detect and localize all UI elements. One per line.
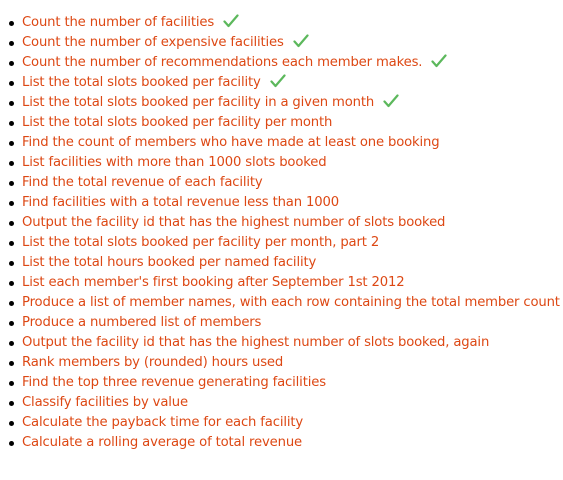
exercise-link[interactable]: Output the facility id that has the highest number of slots booked, again: [22, 335, 490, 350]
list-item: [0, 73, 563, 93]
list-item: [0, 133, 563, 153]
bullet: [9, 341, 14, 346]
exercise-link[interactable]: Rank members by (rounded) hours used: [22, 355, 284, 370]
list-item: [0, 173, 563, 193]
exercise-link[interactable]: Calculate a rolling average of total revenue: [22, 435, 302, 450]
bullet: [9, 121, 14, 126]
bullet: [9, 261, 14, 266]
list-item: [0, 193, 563, 213]
exercise-link[interactable]: List facilities with more than 1000 slots booked: [22, 155, 327, 170]
list-item: [0, 33, 563, 53]
exercise-link[interactable]: Find the top three revenue generating facilities: [22, 375, 326, 390]
exercise-link[interactable]: Output the facility id that has the highest number of slots booked: [22, 215, 446, 230]
list-item: [0, 433, 563, 453]
list-item: [0, 153, 563, 173]
list-item: [0, 293, 563, 313]
exercise-link[interactable]: Classify facilities by value: [22, 395, 188, 410]
list-item: [0, 253, 563, 273]
list-item: [0, 413, 563, 433]
exercise-link[interactable]: List the total slots booked per facility: [22, 75, 261, 90]
exercise-link[interactable]: Count the number of expensive facilities: [22, 35, 284, 50]
list-item: [0, 53, 563, 73]
exercise-link[interactable]: List each member's first booking after September 1st 2012: [22, 275, 405, 290]
bullet: [9, 61, 14, 66]
bullet: [9, 181, 14, 186]
exercise-link[interactable]: List the total slots booked per facility per month, part 2: [22, 235, 380, 250]
exercise-link[interactable]: Count the number of facilities: [22, 15, 215, 30]
bullet: [9, 321, 14, 326]
list-item: [0, 333, 563, 353]
list-item: [0, 373, 563, 393]
exercise-link[interactable]: List the total slots booked per facility in a given month: [22, 95, 375, 110]
list-item: [0, 353, 563, 373]
bullet: [9, 361, 14, 366]
bullet: [9, 421, 14, 426]
exercise-link[interactable]: Produce a numbered list of members: [22, 315, 262, 330]
bullet: [9, 381, 14, 386]
list-item: [0, 13, 563, 33]
exercise-link[interactable]: Find the total revenue of each facility: [22, 175, 263, 190]
bullet: [9, 441, 14, 446]
checkmark-icon: [293, 34, 309, 48]
list-item: [0, 233, 563, 253]
bullet: [9, 81, 14, 86]
checkmark-icon: [431, 54, 447, 68]
exercise-link[interactable]: Count the number of recommendations each member makes.: [22, 55, 423, 70]
bullet: [9, 281, 14, 286]
list-item: [0, 213, 563, 233]
checkmark-icon: [383, 94, 399, 108]
list-item: [0, 93, 563, 113]
list-item: [0, 313, 563, 333]
bullet: [9, 101, 14, 106]
exercise-link[interactable]: List the total hours booked per named facility: [22, 255, 317, 270]
list-item: [0, 393, 563, 413]
exercise-link[interactable]: Calculate the payback time for each facility: [22, 415, 304, 430]
checkmark-icon: [223, 14, 239, 28]
exercise-list: [0, 13, 563, 453]
bullet: [9, 21, 14, 26]
bullet: [9, 161, 14, 166]
bullet: [9, 201, 14, 206]
bullet: [9, 301, 14, 306]
bullet: [9, 141, 14, 146]
bullet: [9, 401, 14, 406]
bullet: [9, 221, 14, 226]
list-item: [0, 273, 563, 293]
exercise-link[interactable]: Find the count of members who have made at least one booking: [22, 135, 440, 150]
exercise-link[interactable]: Produce a list of member names, with each row containing the total member count: [22, 295, 560, 310]
list-item: [0, 113, 563, 133]
checkmark-icon: [270, 74, 286, 88]
bullet: [9, 41, 14, 46]
exercise-link[interactable]: Find facilities with a total revenue less than 1000: [22, 195, 339, 210]
exercise-link[interactable]: List the total slots booked per facility per month: [22, 115, 333, 130]
bullet: [9, 241, 14, 246]
